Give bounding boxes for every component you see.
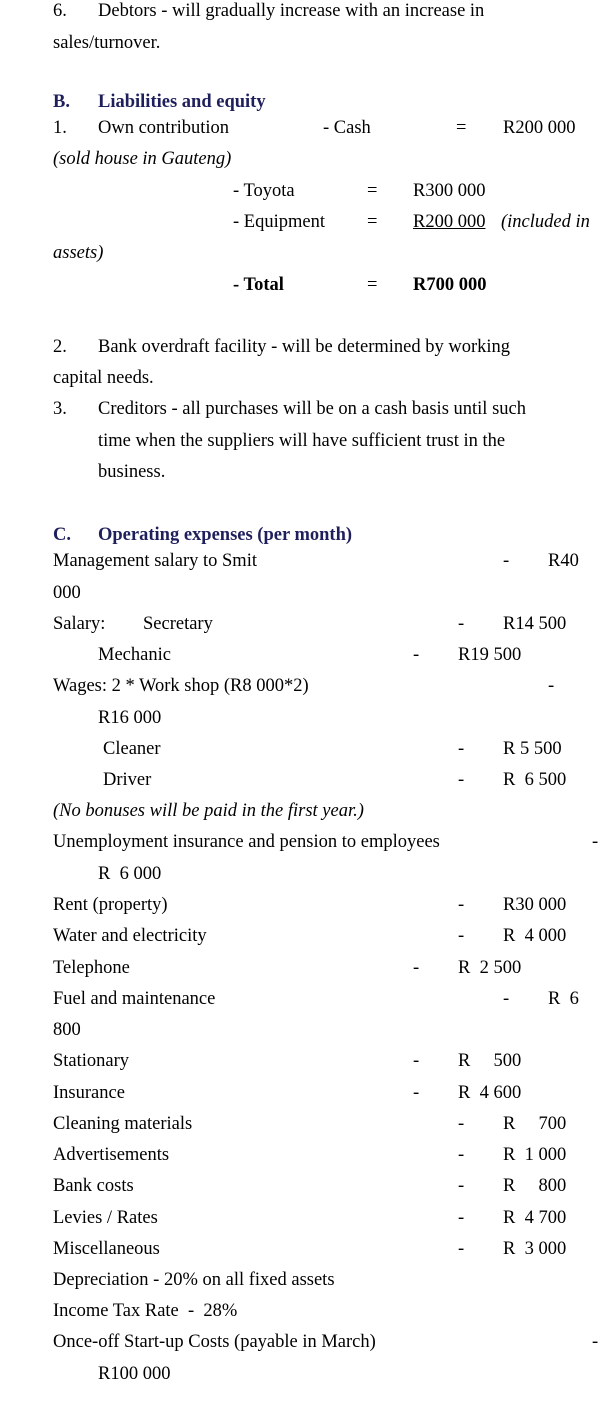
expense-value: R 3 000	[503, 1239, 567, 1259]
tax-rate-text: Income Tax Rate - 28%	[53, 1301, 238, 1321]
expense-label: Advertisements	[53, 1145, 170, 1165]
expense-value: R 6 500	[503, 770, 567, 790]
expense-value: R 800	[503, 1176, 567, 1196]
expense-value: R 5 500	[503, 739, 562, 759]
overdraft-text-cont: capital needs.	[53, 368, 154, 388]
expense-value: R100 000	[98, 1364, 171, 1384]
expense-dash: -	[592, 832, 599, 852]
item-number: 2.	[53, 337, 67, 357]
expense-label: Telephone	[53, 958, 130, 978]
expense-label: Secretary	[143, 614, 213, 634]
expense-value: R 500	[458, 1051, 522, 1071]
expense-label: Mechanic	[98, 645, 171, 665]
bonus-note: (No bonuses will be paid in the first year.)	[53, 801, 364, 821]
overdraft-text: Bank overdraft facility - will be determined by working	[98, 337, 511, 357]
expense-dash: -	[458, 926, 465, 946]
depreciation-text: Depreciation - 20% on all fixed assets	[53, 1270, 335, 1290]
total-label: - Total	[233, 275, 284, 295]
expense-value-cont: 800	[53, 1020, 81, 1040]
salary-label: Salary:	[53, 614, 106, 634]
debtors-text-cont: sales/turnover.	[53, 33, 161, 53]
expense-value: R 700	[503, 1114, 567, 1134]
expense-dash: -	[458, 614, 465, 634]
expense-value-cont: 000	[53, 583, 81, 603]
section-title: Liabilities and equity	[98, 92, 266, 112]
expense-dash: -	[592, 1332, 599, 1352]
expense-label: Wages: 2 * Work shop (R8 000*2)	[53, 676, 309, 696]
total-value: R700 000	[413, 275, 487, 295]
equipment-value: R200 000	[413, 212, 486, 232]
expense-label: Once-off Start-up Costs (payable in March)	[53, 1332, 376, 1352]
section-letter: B.	[53, 92, 70, 112]
toyota-value: R300 000	[413, 181, 486, 201]
creditors-line: time when the suppliers will have sufficient trust in the	[98, 431, 506, 451]
expense-value: R16 000	[98, 708, 162, 728]
expense-value: R19 500	[458, 645, 522, 665]
toyota-label: - Toyota	[233, 181, 295, 201]
expense-value: R 4 700	[503, 1208, 567, 1228]
equipment-note-cont: assets)	[53, 243, 104, 263]
equals-sign: =	[367, 181, 378, 201]
creditors-line: business.	[98, 462, 166, 482]
expense-dash: -	[458, 1176, 465, 1196]
item-number: 3.	[53, 399, 67, 419]
item-number: 6.	[53, 1, 67, 21]
expense-dash: -	[413, 958, 420, 978]
expense-dash: -	[548, 676, 555, 696]
expense-value: R 4 600	[458, 1083, 522, 1103]
equals-sign: =	[456, 118, 467, 138]
expense-label: Management salary to Smit	[53, 551, 257, 571]
expense-dash: -	[458, 1145, 465, 1165]
expense-value: R14 500	[503, 614, 567, 634]
equipment-label: - Equipment	[233, 212, 325, 232]
equals-sign: =	[367, 275, 378, 295]
expense-dash: -	[503, 989, 510, 1009]
cash-label: - Cash	[323, 118, 371, 138]
expense-dash: -	[458, 1208, 465, 1228]
expense-label: Bank costs	[53, 1176, 134, 1196]
cash-value: R200 000	[503, 118, 576, 138]
debtors-text: Debtors - will gradually increase with an increase in	[98, 1, 485, 21]
expense-label: Insurance	[53, 1083, 125, 1103]
expense-dash: -	[503, 551, 510, 571]
own-contribution-label: Own contribution	[98, 118, 230, 138]
section-title: Operating expenses (per month)	[98, 525, 353, 545]
creditors-line: Creditors - all purchases will be on a cash basis until such	[98, 399, 526, 419]
expense-label: Cleaner	[103, 739, 161, 759]
equipment-note: (included in	[501, 212, 590, 232]
expense-label: Cleaning materials	[53, 1114, 193, 1134]
section-letter: C.	[53, 525, 71, 545]
equals-sign: =	[367, 212, 378, 232]
expense-dash: -	[458, 739, 465, 759]
expense-dash: -	[458, 1114, 465, 1134]
expense-label: Rent (property)	[53, 895, 168, 915]
expense-label: Levies / Rates	[53, 1208, 158, 1228]
expense-label: Unemployment insurance and pension to employees	[53, 832, 440, 852]
expense-value: R40	[548, 551, 579, 571]
expense-value: R 4 000	[503, 926, 567, 946]
expense-dash: -	[458, 770, 465, 790]
expense-dash: -	[458, 895, 465, 915]
expense-label: Miscellaneous	[53, 1239, 160, 1259]
expense-label: Water and electricity	[53, 926, 207, 946]
expense-label: Fuel and maintenance	[53, 989, 216, 1009]
expense-value: R 2 500	[458, 958, 522, 978]
cash-note: (sold house in Gauteng)	[53, 149, 232, 169]
item-number: 1.	[53, 118, 67, 138]
expense-value: R 1 000	[503, 1145, 567, 1165]
expense-dash: -	[413, 1051, 420, 1071]
expense-value: R 6	[548, 989, 579, 1009]
expense-dash: -	[413, 645, 420, 665]
expense-dash: -	[458, 1239, 465, 1259]
expense-dash: -	[413, 1083, 420, 1103]
expense-value: R 6 000	[98, 864, 162, 884]
expense-label: Driver	[103, 770, 152, 790]
expense-value: R30 000	[503, 895, 567, 915]
expense-label: Stationary	[53, 1051, 130, 1071]
